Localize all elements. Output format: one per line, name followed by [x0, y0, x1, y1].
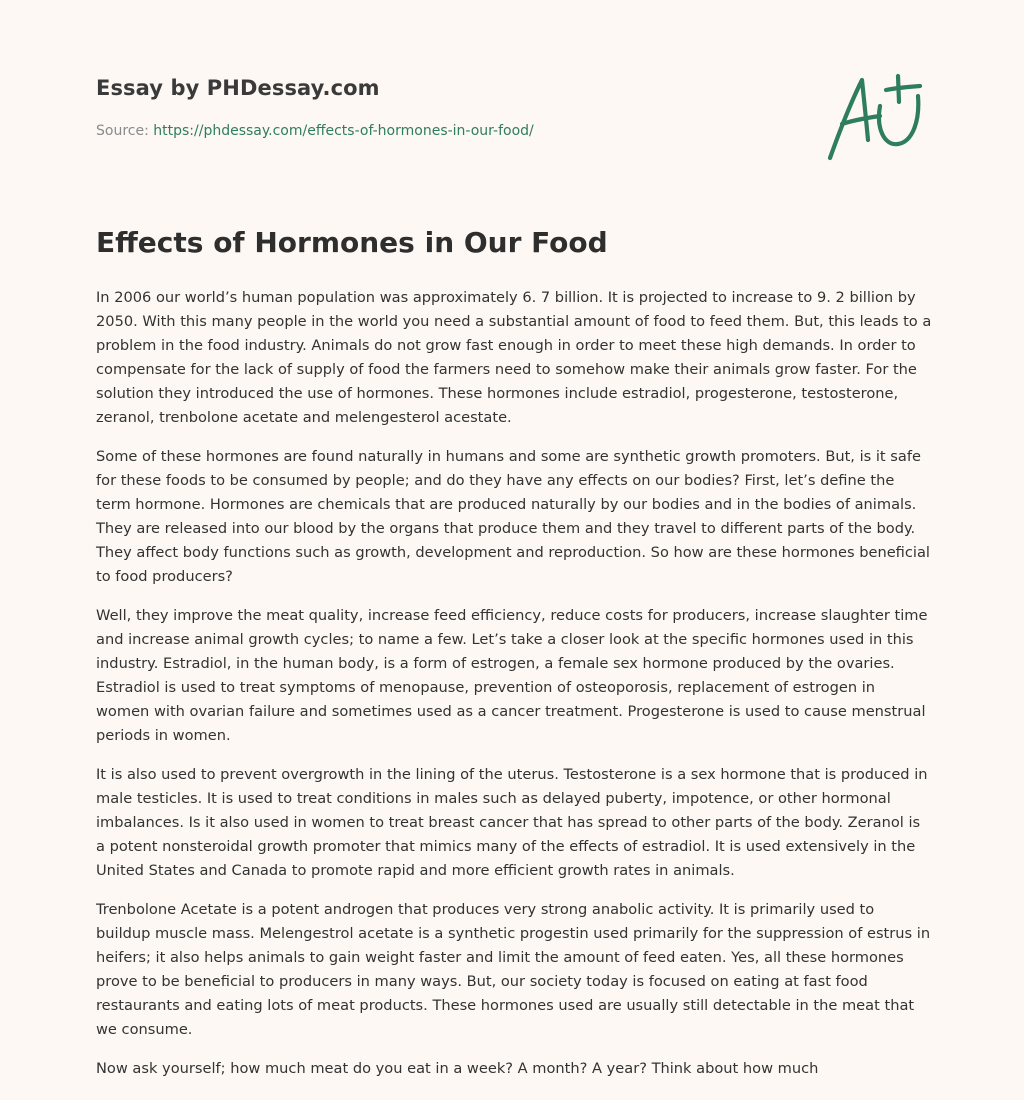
source-label: Source:: [96, 123, 149, 139]
essay-paragraph: Some of these hormones are found naturally in humans and some are synthetic growth promoters. But, is it safe for these foods to be consumed by people; and do they have any effects on our bodies? First, let’s define the term hormone. Hormones are chemicals that are produced naturally by our bodies and in the bodies of animals. They are released into our blood by the organs that produce them and they travel to different parts of the body. They affect body functions such as growth, development and reproduction. So how are these hormones beneficial to food producers?: [96, 448, 930, 585]
source-link[interactable]: https://phdessay.com/effects-of-hormones-in-our-food/: [153, 123, 534, 139]
essay-paragraph: It is also used to prevent overgrowth in the lining of the uterus. Testosterone is a sex hormone that is produced in male testicles. It is used to treat conditions in males such as delayed puberty, impotence, or other hormonal imbalances. Is it also used in women to treat breast cancer that has spread to other parts of the body. Zeranol is a potent nonsteroidal growth promoter that mimics many of the effects of estradiol. It is used extensively in the United States and Canada to promote rapid and more efficient growth rates in animals.: [96, 766, 928, 879]
source-line: [96, 123, 534, 139]
essay-body: [96, 286, 932, 1096]
site-title: Essay by PHDessay.com: [96, 76, 380, 100]
essay-paragraph: Well, they improve the meat quality, increase feed efficiency, reduce costs for producers, increase slaughter time and increase animal growth cycles; to name a few. Let’s take a closer look at the specific hormones used in this industry. Estradiol, in the human body, is a form of estrogen, a female sex hormone produced by the ovaries. Estradiol is used to treat symptoms of menopause, prevention of osteoporosis, replacement of estrogen in women with ovarian failure and sometimes used as a cancer treatment. Progesterone is used to cause menstrual periods in women.: [96, 607, 928, 744]
a-plus-logo-icon: [822, 66, 930, 166]
essay-paragraph: Now ask yourself; how much meat do you eat in a week? A month? A year? Think about how much: [96, 1060, 819, 1077]
essay-title: Effects of Hormones in Our Food: [96, 226, 608, 259]
essay-paragraph: Trenbolone Acetate is a potent androgen that produces very strong anabolic activity. It is primarily used to buildup muscle mass. Melengestrol acetate is a synthetic progestin used primarily for the suppression of estrus in heifers; it also helps animals to gain weight faster and limit the amount of feed eaten. Yes, all these hormones prove to be beneficial to producers in many ways. But, our society today is focused on eating at fast food restaurants and eating lots of meat products. These hormones used are usually still detectable in the meat that we consume.: [96, 901, 931, 1038]
essay-paragraph: In 2006 our world’s human population was approximately 6. 7 billion. It is projected to increase to 9. 2 billion by 2050. With this many people in the world you need a substantial amount of food to feed them. But, this leads to a problem in the food industry. Animals do not grow fast enough in order to meet these high demands. In order to compensate for the lack of supply of food the farmers need to somehow make their animals grow faster. For the solution they introduced the use of hormones. These hormones include estradiol, progesterone, testosterone, zeranol, trenbolone acetate and melengesterol acestate.: [96, 289, 932, 426]
